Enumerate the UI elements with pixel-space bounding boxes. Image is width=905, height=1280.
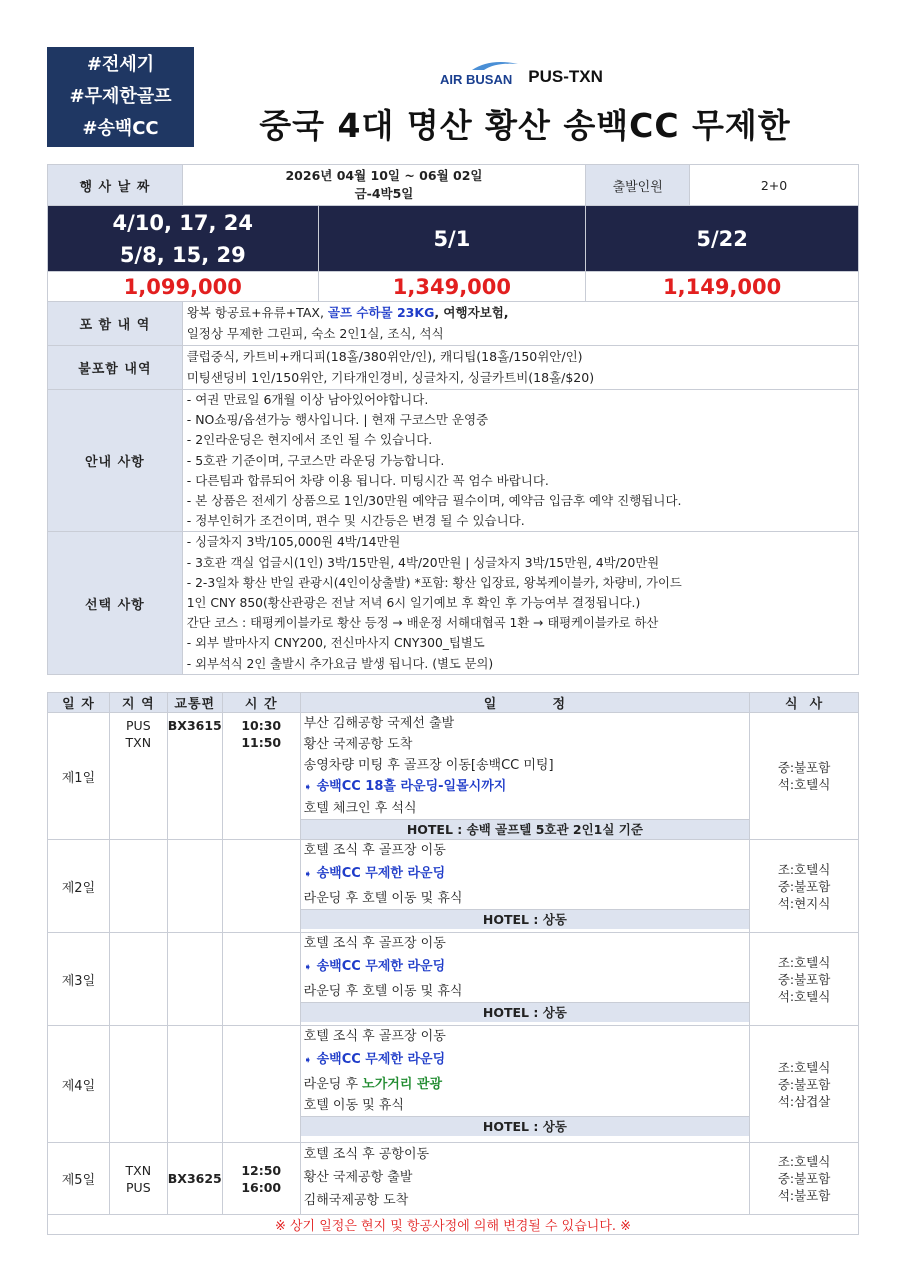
option-line: 1인 CNY 850(황산관광은 전날 저녁 6시 일기예보 후 확인 후 가능여부 결정됩니다.) [186,596,641,611]
schedule-line: 송영차량 미팅 후 골프장 이동[송백CC 미팅] [303,758,554,773]
departure-dates-1: 4/10, 17, 24 [112,210,254,235]
date-label: 행 사 날 짜 [48,165,183,206]
hotel-info: HOTEL : 상동 [301,1116,749,1136]
schedule-line: 호텔 조식 후 골프장 이동 [303,843,446,858]
tour-highlight: 노가거리 관광 [362,1077,443,1092]
day-row-1 [48,713,859,840]
time: 10:30 [241,718,282,733]
departure-dates-2: 5/8, 15, 29 [119,242,246,267]
hashtag-box [47,47,194,147]
departure-date-4: 5/22 [586,206,859,272]
summary-table [47,164,859,675]
guide-line: - 여권 만료일 6개월 이상 남아있어야합니다. [186,392,429,407]
option-line: - 싱글차지 3박/105,000원 4박/14만원 [186,535,401,550]
schedule-line: 황산 국제공항 도착 [303,737,413,752]
include-line-2: 일정상 무제한 그린피, 숙소 2인1실, 조식, 석식 [186,325,444,341]
header-time: 시 간 [222,693,300,713]
day-label: 제3일 [48,933,110,1026]
guide-line: - 본 상품은 전세기 상품으로 1인/30만원 예약금 필수이며, 예약금 입금후 예약 진행됩니다. [186,493,682,509]
pax-label: 출발인원 [586,165,690,206]
option-line: 간단 코스 : 태평케이블카로 황산 등정 → 배운정 서해대협곡 1환 → 태평케이블카로 하산 [186,616,659,631]
day-label: 제1일 [48,713,110,840]
include-text-a: 왕복 항공료+유류+TAX, [186,305,328,321]
guide-label: 안내 사항 [48,390,183,532]
route-code: PUS-TXN [528,67,603,86]
schedule-line: 라운딩 후 [303,1077,363,1092]
header-schedule: 일 정 [300,693,749,713]
meal: 조:호텔식 [777,954,831,970]
hashtag-3: #송백CC [82,118,159,139]
meal: 조:호텔식 [777,1059,831,1075]
exclude-line: 클럽중식, 카트비+캐디피(18홀/380위안/인), 캐디팁(18홀/150위안/인) [186,349,583,365]
meal: 중:불포함 [777,760,831,775]
schedule-line: 호텔 조식 후 공항이동 [303,1147,430,1162]
option-label: 선택 사항 [48,532,183,674]
airline-logo-swoosh-icon [470,60,520,72]
bullet-arrow-icon: ➧ [303,962,313,973]
airline-logo-text: AIR BUSAN [440,72,513,87]
option-line: - 2-3일차 황산 반일 관광시(4인이상출발) *포함: 황산 입장료, 왕복케이블카, 차량비, 가이드 [186,575,682,590]
airline-logo [440,62,512,87]
option-line: - 3호관 객실 업글시(1인) 3박/15만원, 4박/20만원 | 싱글차지 3박/15만원, 4박/20만원 [186,555,660,570]
header-region: 지 역 [109,693,167,713]
golf-highlight: 송백CC 무제한 라운딩 [316,1052,446,1067]
time: 16:00 [241,1179,282,1195]
meal: 조:호텔식 [777,1154,831,1169]
exclude-label: 불포함 내역 [48,346,183,390]
hotel-info: HOTEL : 상동 [301,1002,749,1022]
meal: 중:불포함 [777,1171,831,1186]
price-1: 1,099,000 [48,272,319,302]
exclude-content [182,346,858,390]
airline-header [440,62,603,87]
include-content [182,302,858,346]
time: 12:50 [241,1162,282,1178]
schedule-line: 호텔 조식 후 골프장 이동 [303,936,446,951]
guide-line: - 2인라운딩은 현지에서 조인 될 수 있습니다. [186,432,433,448]
header-day: 일 자 [48,693,110,713]
meal: 조:호텔식 [777,861,831,877]
meal: 석:호텔식 [777,777,831,792]
time: 11:50 [241,735,282,750]
option-content [182,532,858,674]
meal: 석:불포함 [777,1188,831,1203]
include-golf-baggage: 골프 수하물 23KG [327,305,435,321]
region: TXN [125,1162,152,1178]
hashtag-2: #무제한골프 [69,86,172,107]
day-label: 제2일 [48,840,110,933]
meal: 중:불포함 [777,878,831,894]
region: PUS [126,718,151,733]
price-3: 1,149,000 [586,272,859,302]
exclude-line: 미팅샌딩비 1인/150위안, 기타개인경비, 싱글차지, 싱글카트비(18홀/$20) [186,369,595,385]
hotel-info: HOTEL : 송백 골프텔 5호관 2인1실 기준 [301,819,749,839]
golf-highlight: 송백CC 무제한 라운딩 [316,866,446,881]
day-row-5 [48,1143,859,1215]
guide-line: - 5호관 기준이며, 구코스만 라운딩 가능합니다. [186,452,445,468]
golf-highlight: 송백CC 무제한 라운딩 [316,959,446,974]
price-2: 1,349,000 [318,272,586,302]
guide-line: - 정부인허가 조건이며, 편수 및 시간등은 변경 될 수 있습니다. [186,513,525,529]
region: PUS [126,1179,151,1195]
itinerary-table [47,692,859,1235]
schedule-line: 황산 국제공항 출발 [303,1170,413,1185]
include-label: 포 함 내 역 [48,302,183,346]
bullet-arrow-icon: ➧ [303,782,313,793]
day-row-2 [48,840,859,933]
meal: 석:삼겹살 [777,1093,831,1109]
header-transport: 교통편 [167,693,222,713]
schedule-line: 부산 김해공항 국제선 출발 [303,716,455,731]
pax-value: 2+0 [690,165,859,206]
day-row-3 [48,933,859,1026]
bullet-arrow-icon: ➧ [303,1055,313,1066]
day-label: 제4일 [48,1026,110,1143]
schedule-line: 호텔 체크인 후 석식 [303,801,417,816]
schedule-line: 호텔 이동 및 휴식 [303,1098,404,1113]
meal: 석:호텔식 [777,988,831,1004]
option-line: - 외부석식 2인 출발시 추가요금 발생 됩니다. (별도 문의) [186,656,494,671]
guide-line: - 다른팀과 합류되어 차량 이용 됩니다. 미팅시간 꼭 엄수 바랍니다. [186,472,549,488]
bullet-arrow-icon: ➧ [303,869,313,880]
guide-content [182,390,858,532]
golf-highlight: 송백CC 18홀 라운딩-일몰시까지 [316,779,507,794]
hotel-info: HOTEL : 상동 [301,909,749,929]
departure-date-3: 5/1 [318,206,586,272]
schedule-line: 호텔 조식 후 골프장 이동 [303,1029,446,1044]
schedule-line: 라운딩 후 호텔 이동 및 휴식 [303,891,463,906]
date-sub: 금-4박5일 [354,186,414,201]
header-meal: 식 사 [750,693,859,713]
footnote: ※ 상기 일정은 현지 및 항공사정에 의해 변경될 수 있습니다. ※ [48,1215,859,1235]
meal: 중:불포함 [777,1076,831,1092]
schedule-line: 라운딩 후 호텔 이동 및 휴식 [303,984,463,999]
day-row-4 [48,1026,859,1143]
flight-number: BX3625 [167,1143,222,1215]
option-line: - 외부 발마사지 CNY200, 전신마사지 CNY300_팁별도 [186,636,485,651]
guide-line: - NO쇼핑/옵션가능 행사입니다. | 현재 구코스만 운영중 [186,412,489,428]
date-range: 2026년 04월 10일 ~ 06월 02일 [285,168,483,183]
meal: 중:불포함 [777,971,831,987]
page-title: 중국 4대 명산 황산 송백CC 무제한 [259,106,791,145]
meal: 석:현지식 [777,895,831,911]
include-text-c: , 여행자보험, [434,305,509,321]
schedule-line: 김해국제공항 도착 [303,1193,409,1208]
region: TXN [125,735,152,750]
day-label: 제5일 [48,1143,110,1215]
flight-number: BX3615 [167,713,222,840]
hashtag-1: #전세기 [86,54,155,75]
